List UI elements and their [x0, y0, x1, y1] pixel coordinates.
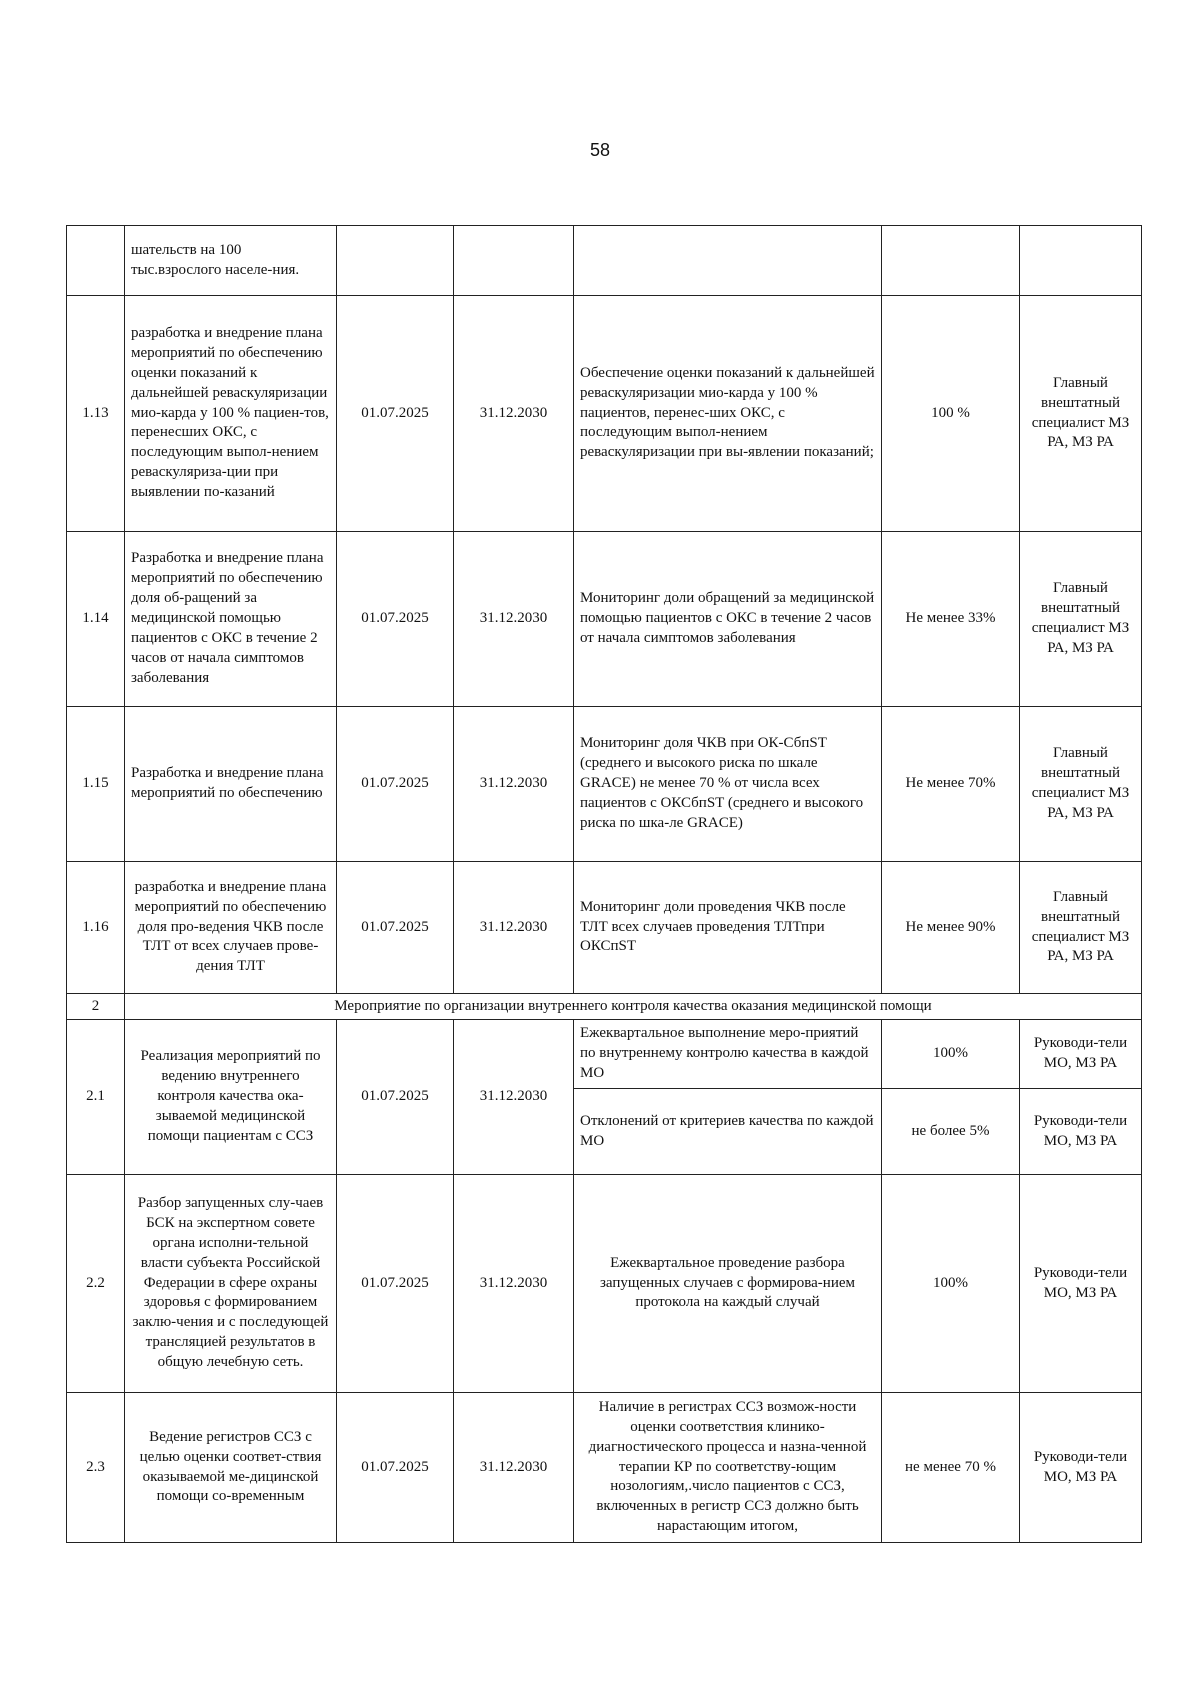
cell-result: Ежеквартальное выполнение меро-приятий по внутреннему контролю качества в каждой МО	[574, 1020, 882, 1089]
cell-responsible	[1020, 226, 1142, 296]
cell-result: Ежеквартальное проведение разбора запущенных случаев с формирова-нием протокола на каждый случай	[574, 1175, 882, 1393]
cell-start-date: 01.07.2025	[337, 707, 454, 862]
cell-result: Мониторинг доли обращений за медицинской помощью пациентов с ОКС в течение 2 часов от начала симптомов заболевания	[574, 532, 882, 707]
cell-indicator: 100 %	[882, 296, 1020, 532]
cell-responsible: Главный внештатный специалист МЗ РА, МЗ РА	[1020, 862, 1142, 994]
cell-end-date: 31.12.2030	[454, 862, 574, 994]
cell-action-name: Разработка и внедрение плана мероприятий по обеспечению	[125, 707, 337, 862]
cell-start-date: 01.07.2025	[337, 532, 454, 707]
cell-action-name: Реализация мероприятий по ведению внутреннего контроля качества ока-зываемой медицинской помощи пациентам с ССЗ	[125, 1020, 337, 1175]
cell-num: 2.3	[67, 1393, 125, 1543]
cell-action-name: разработка и внедрение плана мероприятий по обеспечению доля про-ведения ЧКВ после ТЛТ от всех случаев прове-дения ТЛТ	[125, 862, 337, 994]
cell-indicator: не менее 70 %	[882, 1393, 1020, 1543]
cell-action-name: Ведение регистров ССЗ с целью оценки соответ-ствия оказываемой ме-дицинской помощи со-временным	[125, 1393, 337, 1543]
section-num: 2	[67, 994, 125, 1020]
action-plan-table	[66, 225, 1142, 1543]
cell-indicator: 100%	[882, 1175, 1020, 1393]
section-title: Мероприятие по организации внутреннего контроля качества оказания медицинской помощи	[125, 994, 1142, 1020]
cell-result: Наличие в регистрах ССЗ возмож-ности оценки соответствия клинико-диагностического процесса и назна-ченной терапии КР по соответству-ющим нозологиям,.число пациентов с ССЗ, включенных в регистр ССЗ должно быть нарастающим итогом,	[574, 1393, 882, 1543]
cell-result: Обеспечение оценки показаний к дальнейшей реваскуляризации мио-карда у 100 % пациентов, перенес-ших ОКС, с последующим выпол-нением реваскуляризации при вы-явлении показаний;	[574, 296, 882, 532]
cell-result: Мониторинг доля ЧКВ при ОК-СбпST (среднего и высокого риска по шкале GRACE) не менее 70 % от числа всех пациентов с ОКСбпST (среднего и высокого риска по шка-ле GRACE)	[574, 707, 882, 862]
cell-responsible: Главный внештатный специалист МЗ РА, МЗ РА	[1020, 707, 1142, 862]
cell-responsible: Руководи-тели МО, МЗ РА	[1020, 1393, 1142, 1543]
cell-responsible: Руководи-тели МО, МЗ РА	[1020, 1020, 1142, 1089]
cell-indicator	[882, 226, 1020, 296]
cell-num: 1.15	[67, 707, 125, 862]
cell-action-name: разработка и внедрение плана мероприятий по обеспечению оценки показаний к дальнейшей реваскуляризации мио-карда у 100 % пациен-тов, перенесших ОКС, с последующим выпол-нением реваскуляриза-ции при выявлении по-казаний	[125, 296, 337, 532]
cell-start-date: 01.07.2025	[337, 296, 454, 532]
cell-responsible: Руководи-тели МО, МЗ РА	[1020, 1089, 1142, 1175]
cell-action-name: шательств на 100 тыс.взрослого населе-ния.	[125, 226, 337, 296]
table-row	[67, 1393, 1142, 1543]
cell-indicator: Не менее 90%	[882, 862, 1020, 994]
cell-result: Отклонений от критериев качества по каждой МО	[574, 1089, 882, 1175]
cell-end-date: 31.12.2030	[454, 1020, 574, 1175]
table-row	[67, 707, 1142, 862]
cell-end-date: 31.12.2030	[454, 707, 574, 862]
cell-num	[67, 226, 125, 296]
page-number: 58	[589, 140, 611, 160]
cell-num: 1.14	[67, 532, 125, 707]
cell-end-date	[454, 226, 574, 296]
cell-num: 2.1	[67, 1020, 125, 1175]
cell-start-date	[337, 226, 454, 296]
cell-end-date: 31.12.2030	[454, 1393, 574, 1543]
cell-responsible: Руководи-тели МО, МЗ РА	[1020, 1175, 1142, 1393]
cell-end-date: 31.12.2030	[454, 1175, 574, 1393]
cell-responsible: Главный внештатный специалист МЗ РА, МЗ РА	[1020, 296, 1142, 532]
cell-result	[574, 226, 882, 296]
cell-action-name: Разработка и внедрение плана мероприятий по обеспечению доля об-ращений за медицинской помощью пациентов с ОКС в течение 2 часов от начала симптомов заболевания	[125, 532, 337, 707]
cell-num: 2.2	[67, 1175, 125, 1393]
cell-num: 1.16	[67, 862, 125, 994]
table-row	[67, 1175, 1142, 1393]
cell-result: Мониторинг доли проведения ЧКВ после ТЛТ всех случаев проведения ТЛТпри ОКСпST	[574, 862, 882, 994]
table-row	[67, 1020, 1142, 1089]
cell-action-name: Разбор запущенных слу-чаев БСК на экспертном совете органа исполни-тельной власти субъекта Российской Федерации в сфере охраны здоровья с формированием заклю-чения и с последующей трансляцией результатов в общую лечебную сеть.	[125, 1175, 337, 1393]
cell-start-date: 01.07.2025	[337, 862, 454, 994]
table-row	[67, 532, 1142, 707]
cell-end-date: 31.12.2030	[454, 532, 574, 707]
cell-start-date: 01.07.2025	[337, 1175, 454, 1393]
table-row-continuation	[67, 226, 1142, 296]
section-header-row	[67, 994, 1142, 1020]
cell-indicator: 100%	[882, 1020, 1020, 1089]
cell-indicator: не более 5%	[882, 1089, 1020, 1175]
cell-indicator: Не менее 70%	[882, 707, 1020, 862]
table-row	[67, 296, 1142, 532]
cell-responsible: Главный внештатный специалист МЗ РА, МЗ РА	[1020, 532, 1142, 707]
cell-indicator: Не менее 33%	[882, 532, 1020, 707]
cell-end-date: 31.12.2030	[454, 296, 574, 532]
table-row	[67, 862, 1142, 994]
cell-num: 1.13	[67, 296, 125, 532]
cell-start-date: 01.07.2025	[337, 1393, 454, 1543]
cell-start-date: 01.07.2025	[337, 1020, 454, 1175]
